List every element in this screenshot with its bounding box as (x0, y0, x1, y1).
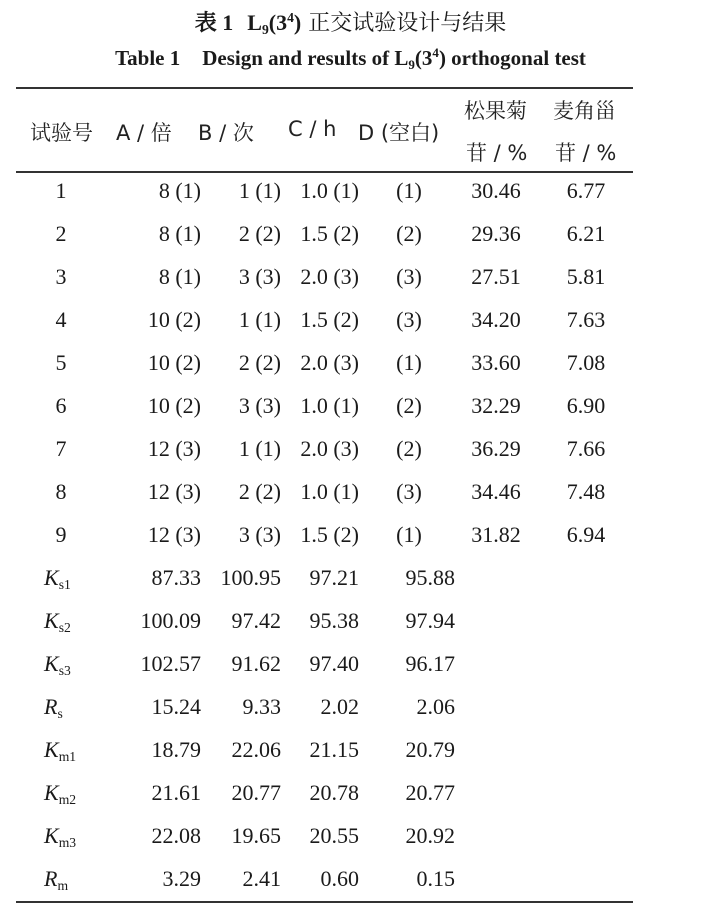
stat-row (16, 651, 633, 694)
factor-c-stat: 20.78 (309, 780, 359, 805)
table-label-cn: 表 1 (194, 10, 234, 35)
table-row (16, 479, 633, 522)
table-row (16, 522, 633, 565)
factor-b-stat: 100.95 (220, 565, 281, 590)
header-factor-b: B / 次 (198, 121, 254, 145)
factor-a-value: 8 (1) (158, 178, 201, 203)
factor-c-stat: 20.55 (309, 823, 359, 848)
bottom-rule (16, 901, 633, 903)
header-trial: 试验号 (30, 121, 93, 145)
factor-c-value: 2.0 (3) (300, 350, 359, 375)
factor-c-value: 1.5 (2) (300, 221, 359, 246)
factor-c-value: 1.0 (1) (300, 178, 359, 203)
echinacoside-value: 34.20 (471, 307, 521, 332)
factor-d-value: (3) (396, 307, 422, 332)
table-row (16, 436, 633, 479)
factor-a-stat: 100.09 (140, 608, 201, 633)
trial-number: 5 (55, 350, 67, 375)
header-factor-c: C / h (288, 117, 337, 141)
design-symbol-cn: $L_9(3^4)$ (247, 9, 302, 38)
ergosterol-value: 6.21 (566, 221, 606, 246)
echinacoside-value: 34.46 (471, 479, 521, 504)
factor-d-value: (1) (396, 350, 422, 375)
stat-label: $R_m$ (44, 866, 69, 894)
factor-d-value: (3) (396, 479, 422, 504)
factor-c-stat: 95.38 (309, 608, 359, 633)
factor-b-value: 1 (1) (238, 307, 281, 332)
top-rule (16, 87, 633, 89)
factor-a-stat: 18.79 (151, 737, 201, 762)
factor-b-stat: 9.33 (242, 694, 281, 719)
trial-number: 4 (55, 307, 67, 332)
echinacoside-value: 32.29 (471, 393, 521, 418)
factor-c-value: 1.0 (1) (300, 393, 359, 418)
trial-number: 2 (55, 221, 67, 246)
table-row (16, 178, 633, 221)
factor-d-value: (2) (396, 393, 422, 418)
table-title-cn (0, 6, 701, 37)
header-ergosterol-line1: 麦角甾 (553, 99, 616, 123)
stat-label: $R_s$ (44, 694, 63, 722)
stat-row (16, 823, 633, 866)
echinacoside-value: 29.36 (471, 221, 521, 246)
factor-c-stat: 2.02 (320, 694, 359, 719)
factor-c-stat: 21.15 (309, 737, 359, 762)
stat-label: $K_{m3}$ (44, 823, 77, 851)
stat-label: $K_{s2}$ (44, 608, 71, 636)
factor-b-stat: 22.06 (231, 737, 281, 762)
factor-d-value: (1) (396, 522, 422, 547)
factor-b-stat: 19.65 (231, 823, 281, 848)
header-factor-d: D (空白) (358, 121, 440, 145)
ergosterol-value: 7.08 (566, 350, 606, 375)
stat-row (16, 737, 633, 780)
table-row (16, 264, 633, 307)
trial-number: 7 (55, 436, 67, 461)
echinacoside-value: 30.46 (471, 178, 521, 203)
factor-b-value: 1 (1) (238, 436, 281, 461)
factor-a-value: 12 (3) (147, 436, 201, 461)
factor-b-value: 2 (2) (238, 350, 281, 375)
factor-b-stat: 91.62 (231, 651, 281, 676)
table-row (16, 350, 633, 393)
stat-row (16, 780, 633, 823)
factor-c-value: 1.5 (2) (300, 307, 359, 332)
factor-b-value: 3 (3) (238, 264, 281, 289)
stat-label: $K_{s1}$ (44, 565, 71, 593)
trial-number: 1 (55, 178, 67, 203)
factor-d-value: (3) (396, 264, 422, 289)
stat-row (16, 694, 633, 737)
table-row (16, 221, 633, 264)
factor-b-value: 3 (3) (238, 393, 281, 418)
header-echinacoside-line2: 苷 / % (466, 141, 528, 165)
factor-a-value: 10 (2) (147, 307, 201, 332)
echinacoside-value: 33.60 (471, 350, 521, 375)
table-label-en: Table 1 (115, 46, 181, 70)
factor-a-stat: 15.24 (151, 694, 201, 719)
trial-number: 8 (55, 479, 67, 504)
echinacoside-value: 27.51 (471, 264, 521, 289)
factor-b-value: 3 (3) (238, 522, 281, 547)
factor-b-value: 1 (1) (238, 178, 281, 203)
ergosterol-value: 5.81 (566, 264, 606, 289)
echinacoside-value: 36.29 (471, 436, 521, 461)
factor-d-value: (2) (396, 221, 422, 246)
stat-row (16, 608, 633, 651)
factor-a-value: 8 (1) (158, 264, 201, 289)
factor-a-value: 10 (2) (147, 350, 201, 375)
factor-d-stat: 20.92 (405, 823, 455, 848)
table-row (16, 307, 633, 350)
factor-a-stat: 87.33 (151, 565, 201, 590)
factor-d-stat: 2.06 (416, 694, 455, 719)
factor-a-stat: 22.08 (151, 823, 201, 848)
ergosterol-value: 7.48 (566, 479, 606, 504)
header-echinacoside-line1: 松果菊 (464, 99, 527, 123)
header-ergosterol-line2: 苷 / % (555, 141, 617, 165)
factor-d-stat: 95.88 (405, 565, 455, 590)
factor-b-value: 2 (2) (238, 221, 281, 246)
factor-a-value: 12 (3) (147, 479, 201, 504)
factor-a-value: 10 (2) (147, 393, 201, 418)
table-row (16, 393, 633, 436)
factor-b-value: 2 (2) (238, 479, 281, 504)
ergosterol-value: 7.66 (566, 436, 606, 461)
factor-a-stat: 3.29 (162, 866, 201, 891)
factor-d-stat: 0.15 (416, 866, 455, 891)
factor-c-value: 2.0 (3) (300, 264, 359, 289)
factor-b-stat: 97.42 (231, 608, 281, 633)
ergosterol-value: 6.77 (566, 178, 606, 203)
factor-c-value: 2.0 (3) (300, 436, 359, 461)
table-title-en: Table 1 Design and results of $L_9(3^4)$ orthogonal test (115, 45, 586, 72)
stat-label: $K_{m2}$ (44, 780, 77, 808)
header-factor-a: A / 倍 (116, 121, 172, 145)
ergosterol-value: 6.90 (566, 393, 606, 418)
factor-d-stat: 97.94 (405, 608, 455, 633)
trial-number: 3 (55, 264, 67, 289)
stat-label: $K_{m1}$ (44, 737, 77, 765)
factor-c-stat: 97.21 (309, 565, 359, 590)
echinacoside-value: 31.82 (471, 522, 521, 547)
stat-label: $K_{s3}$ (44, 651, 71, 679)
factor-c-value: 1.5 (2) (300, 522, 359, 547)
ergosterol-value: 6.94 (566, 522, 606, 547)
factor-d-value: (2) (396, 436, 422, 461)
factor-d-stat: 96.17 (405, 651, 455, 676)
factor-c-stat: 97.40 (309, 651, 359, 676)
trial-number: 9 (55, 522, 67, 547)
factor-d-stat: 20.79 (405, 737, 455, 762)
table-title-cn-text: 正交试验设计与结果 (308, 11, 507, 36)
trial-number: 6 (55, 393, 67, 418)
stat-row (16, 565, 633, 608)
factor-a-stat: 21.61 (151, 780, 201, 805)
factor-a-value: 8 (1) (158, 221, 201, 246)
factor-d-stat: 20.77 (405, 780, 455, 805)
factor-c-stat: 0.60 (320, 866, 359, 891)
factor-a-stat: 102.57 (140, 651, 201, 676)
header-rule (16, 171, 633, 173)
ergosterol-value: 7.63 (566, 307, 606, 332)
factor-b-stat: 20.77 (231, 780, 281, 805)
factor-c-value: 1.0 (1) (300, 479, 359, 504)
factor-a-value: 12 (3) (147, 522, 201, 547)
factor-b-stat: 2.41 (242, 866, 281, 891)
factor-d-value: (1) (396, 178, 422, 203)
